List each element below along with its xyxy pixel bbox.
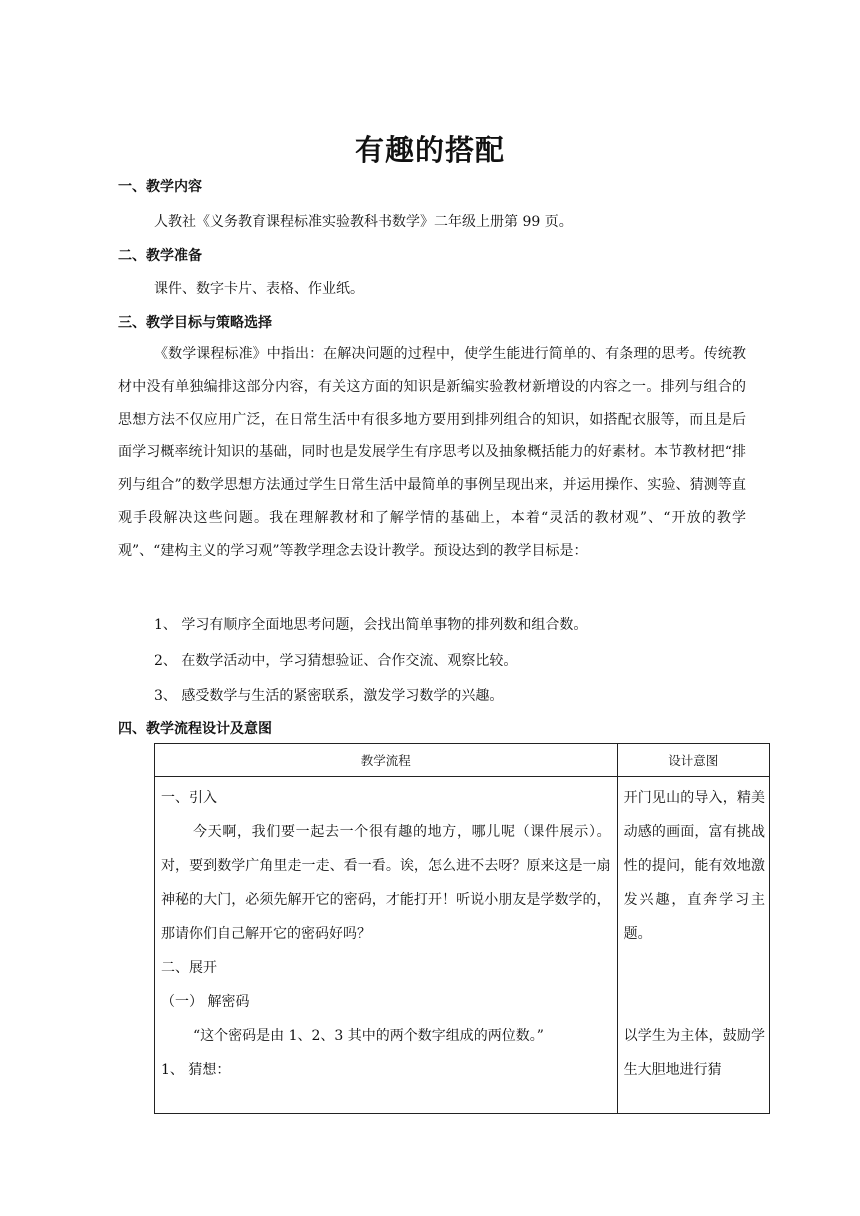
goal-item-2: 2、 在数学活动中，学习猜想验证、合作交流、观察比较。 [154, 653, 518, 669]
goal-item-3: 3、 感受数学与生活的紧密联系，激发学习数学的兴趣。 [154, 688, 504, 704]
intent-cell [617, 777, 769, 1114]
section-heading-preparation: 二、教学准备 [118, 248, 202, 264]
flow-cell [155, 777, 618, 1114]
code-quote: “这个密码是由 1、2、3 其中的两个数字组成的两位数。” [193, 1028, 544, 1044]
section-text-preparation: 课件、数字卡片、表格、作业纸。 [154, 281, 364, 297]
intent-intro: 开门见山的导入，精美动感的画面，富有挑战性的提问，能有效地激发兴趣，直奔学习主题。 [623, 790, 765, 942]
section-heading-goals: 三、教学目标与策略选择 [118, 315, 272, 331]
sub-section-label: （一） 解密码 [161, 994, 250, 1010]
expand-label: 二、展开 [161, 960, 217, 976]
document-title: 有趣的搭配 [354, 133, 505, 167]
section-heading-content: 一、教学内容 [118, 179, 202, 195]
section-heading-flow: 四、教学流程设计及意图 [118, 721, 272, 737]
teaching-flow-table [154, 743, 770, 1114]
goal-item-1: 1、 学习有顺序全面地思考问题，会找出简单事物的排列数和组合数。 [154, 617, 588, 633]
intro-paragraph: 今天啊，我们要一起去一个很有趣的地方，哪儿呢（课件展示）。对，要到数学广角里走一走、看一看。诶，怎么进不去呀？原来这是一扇神秘的大门，必须先解开它的密码，才能打开！听说小朋友是学数学的，那请你们自己解开它的密码好吗？ [161, 824, 611, 942]
table-header-intent: 设计意图 [617, 744, 769, 777]
intro-label: 一、引入 [161, 790, 217, 806]
step-label: 1、 猜想： [161, 1062, 231, 1078]
section-text-content: 人教社《义务教育课程标准实验教科书数学》二年级上册第 99 页。 [154, 214, 573, 230]
goals-paragraph: 《数学课程标准》中指出：在解决问题的过程中，使学生能进行简单的、有条理的思考。传统教材中没有单独编排这部分内容，有关这方面的知识是新编实验教材新增设的内容之一。排列与组合的思想方法不仅应用广泛，在日常生活中有很多地方要用到排列组合的知识，如搭配衣服等，而且是后面学习概率统计知识的基础，同时也是发展学生有序思考以及抽象概括能力的好素材。本节教材把“排列与组合”的数学思想方法通过学生日常生活中最简单的事例呈现出来，并运用操作、实验、猜测等直观手段解决这些问题。我在理解教材和了解学情的基础上，本着“灵活的教材观”、“开放的教学观”、“建构主义的学习观”等教学理念去设计教学。预设达到的教学目标是： [118, 346, 746, 559]
intent-expand: 以学生为主体，鼓励学生大胆地进行猜 [623, 1028, 765, 1078]
table-header-flow: 教学流程 [155, 744, 618, 777]
